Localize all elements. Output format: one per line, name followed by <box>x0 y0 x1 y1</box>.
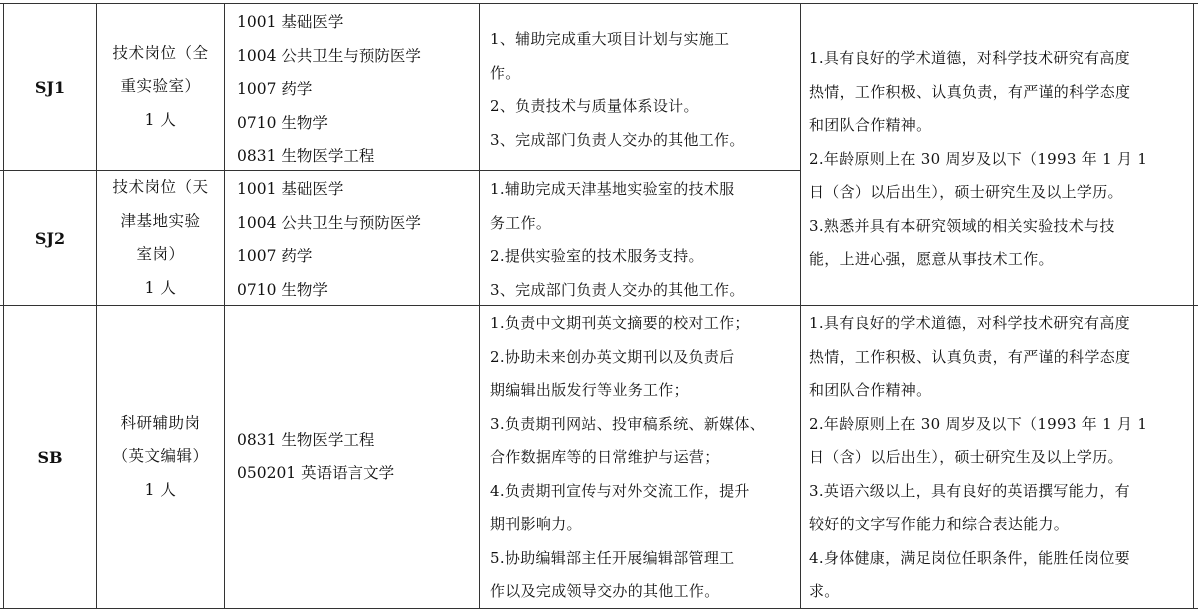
requirement-line: 热情，工作积极、认真负责，有严谨的科学态度 <box>809 347 1131 366</box>
major-item: 0710 生物学 <box>237 280 328 299</box>
major-item: 1007 药学 <box>237 80 313 98</box>
major-item: 0831 生物医学工程 <box>237 147 375 165</box>
duty-line: 务工作。 <box>490 213 552 232</box>
duty-line: 2.协助未来创办英文期刊以及负责后 <box>490 347 735 366</box>
requirement-line: 2.年龄原则上在 30 周岁及以下（1993 年 1 月 1 <box>809 149 1148 168</box>
position-cell <box>97 171 224 305</box>
requirement-line: 3.熟悉并具有本研究领域的相关实验技术与技 <box>809 216 1115 235</box>
position-line: 津基地实验 <box>120 211 201 230</box>
requirement-line: 和团队合作精神。 <box>809 116 932 134</box>
duty-line: 5.协助编辑部主任开展编辑部管理工 <box>490 548 735 567</box>
duty-line: 3、完成部门负责人交办的其他工作。 <box>490 280 745 299</box>
row-code: SB <box>37 447 63 467</box>
position-line: 科研辅助岗 <box>120 413 201 432</box>
duty-line: 4.负责期刊宣传与对外交流工作，提升 <box>490 481 750 500</box>
position-line: 1 人 <box>144 278 177 297</box>
row-code: SJ2 <box>34 228 66 248</box>
duties-cell <box>480 307 800 608</box>
majors-cell <box>225 173 479 305</box>
requirements-cell <box>801 307 1193 608</box>
duty-line: 1.负责中文期刊英文摘要的校对工作； <box>490 314 750 332</box>
position-line: 技术岗位（天 <box>112 178 209 196</box>
requirement-line: 热情，工作积极、认真负责，有严谨的科学态度 <box>809 82 1131 101</box>
requirements-cell <box>801 42 1193 305</box>
duty-line: 1.辅助完成天津基地实验室的技术服 <box>490 180 735 198</box>
requirement-line: 求。 <box>809 582 840 600</box>
position-line: 重实验室） <box>120 77 201 96</box>
requirement-line: 2.年龄原则上在 30 周岁及以下（1993 年 1 月 1 <box>809 414 1148 433</box>
major-item: 1004 公共卫生与预防医学 <box>237 213 421 232</box>
duty-line: 期刊影响力。 <box>490 515 582 533</box>
major-item: 050201 英语语言文学 <box>237 464 395 482</box>
duty-line: 2.提供实验室的技术服务支持。 <box>490 247 704 265</box>
row-code: SJ1 <box>34 77 66 97</box>
requirement-line: 能，上进心强，愿意从事技术工作。 <box>809 250 1054 268</box>
requirement-line: 和团队合作精神。 <box>809 381 932 399</box>
duty-line: 3.负责期刊网站、投审稿系统、新媒体、 <box>490 414 766 433</box>
position-cell <box>97 4 224 170</box>
duty-line: 3、完成部门负责人交办的其他工作。 <box>490 130 745 149</box>
requirement-line: 日（含）以后出生），硕士研究生及以上学历。 <box>809 448 1123 466</box>
requirement-line: 4.身体健康，满足岗位任职条件，能胜任岗位要 <box>809 548 1130 567</box>
position-line: 1 人 <box>144 110 177 129</box>
requirement-line: 3.英语六级以上，具有良好的英语撰写能力，有 <box>809 481 1130 500</box>
duty-line: 合作数据库等的日常维护与运营； <box>490 448 720 466</box>
major-item: 1004 公共卫生与预防医学 <box>237 46 421 65</box>
position-line: 技术岗位（全 <box>112 43 209 62</box>
majors-cell <box>225 6 479 170</box>
position-cell <box>97 306 224 608</box>
requirement-line: 1.具有良好的学术道德，对科学技术研究有高度 <box>809 314 1130 332</box>
position-line: （英文编辑） <box>112 447 209 466</box>
major-item: 1001 基础医学 <box>237 13 344 31</box>
major-item: 0710 生物学 <box>237 113 328 132</box>
duty-line: 期编辑出版发行等业务工作； <box>490 381 689 399</box>
position-line: 1 人 <box>144 480 177 499</box>
duties-cell <box>480 173 800 305</box>
border-right <box>1193 3 1194 609</box>
major-item: 0831 生物医学工程 <box>237 430 375 449</box>
duty-line: 2、负责技术与质量体系设计。 <box>490 97 699 115</box>
duty-line: 1、辅助完成重大项目计划与实施工 <box>490 30 730 48</box>
major-item: 1007 药学 <box>237 247 313 265</box>
requirement-line: 1.具有良好的学术道德，对科学技术研究有高度 <box>809 49 1130 67</box>
major-item: 1001 基础医学 <box>237 180 344 198</box>
duty-line: 作以及完成领导交办的其他工作。 <box>490 582 720 600</box>
majors-cell <box>225 306 479 608</box>
duty-line: 作。 <box>490 63 521 82</box>
duties-cell <box>480 23 800 170</box>
requirement-line: 较好的文字写作能力和综合表达能力。 <box>809 515 1070 533</box>
requirement-line: 日（含）以后出生），硕士研究生及以上学历。 <box>809 183 1123 201</box>
position-line: 室岗） <box>136 245 185 263</box>
